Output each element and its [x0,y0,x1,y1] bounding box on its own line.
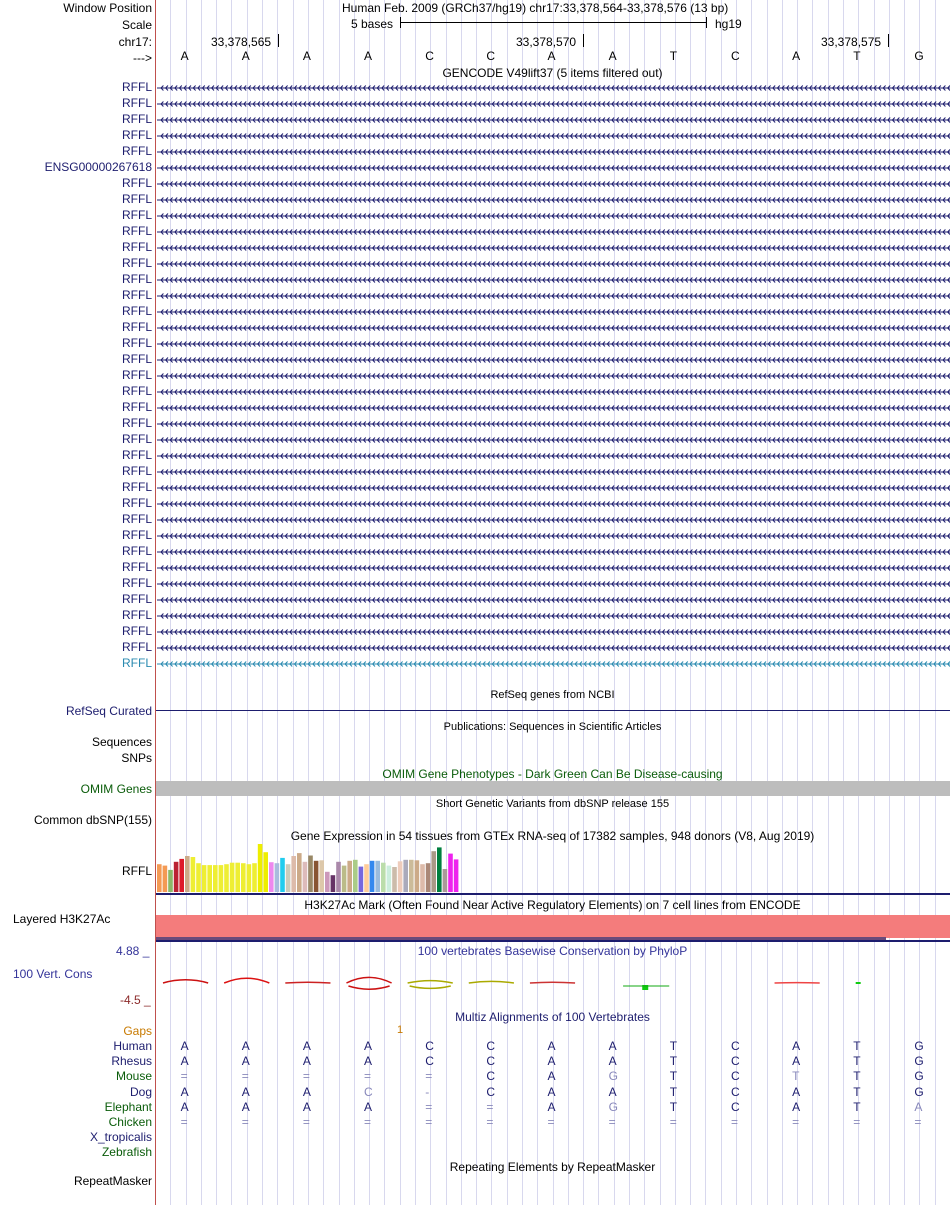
reference-base: C [730,49,740,63]
repeatmasker-label[interactable]: RepeatMasker [73,1174,152,1188]
multiz-aligned-base: = [364,1115,372,1129]
gencode-item-label[interactable]: RFFL [122,336,152,350]
phylop-score-mark [224,978,269,983]
multiz-aligned-base: A [914,1099,923,1114]
multiz-aligned-base: T [792,1069,800,1084]
multiz-aligned-base: C [730,1084,740,1099]
reference-base: A [241,49,250,63]
multiz-aligned-base: T [669,1084,678,1099]
gencode-item-label[interactable]: RFFL [122,480,152,494]
multiz-species-label[interactable]: Mouse [115,1069,152,1084]
reference-base: A [364,49,373,63]
multiz-aligned-base: = [425,1069,433,1084]
reference-base: C [486,49,496,63]
multiz-aligned-base: = [302,1069,310,1084]
position-label-1: 33,378,565 [211,35,272,49]
h3k27ac-track-title[interactable]: H3K27Ac Mark (Often Found Near Active Regulatory Elements) on 7 cell lines from ENCODE [304,898,801,912]
strand-label: ---> [133,51,152,65]
multiz-aligned-base: - [425,1084,430,1099]
gencode-item-label[interactable]: RFFL [122,352,152,366]
phylop-min-label: -4.5 _ [120,993,151,1007]
assembly-position-text: Human Feb. 2009 (GRCh37/hg19) chr17:33,378,564-33,378,576 (13 bp) [342,1,729,15]
multiz-species-label[interactable]: Elephant [104,1099,152,1114]
multiz-aligned-base: C [486,1039,496,1053]
multiz-aligned-base: A [241,1054,250,1069]
multiz-aligned-base: A [547,1069,556,1084]
multiz-aligned-base: G [914,1054,924,1069]
refseq-label[interactable]: RefSeq Curated [65,704,152,718]
gencode-item-label[interactable]: RFFL [122,496,152,510]
multiz-aligned-base: G [608,1099,618,1114]
gencode-item-label[interactable]: RFFL [122,368,152,382]
gencode-item-label[interactable]: RFFL [122,272,152,286]
multiz-aligned-base: A [792,1039,801,1053]
position-label-3: 33,378,575 [821,35,882,49]
gencode-item-label[interactable]: RFFL [122,624,152,638]
gencode-item-label[interactable]: ENSG00000267618 [44,160,152,174]
multiz-aligned-base: A [364,1054,373,1069]
gencode-item-label[interactable]: RFFL [122,384,152,398]
multiz-aligned-base: A [792,1099,801,1114]
publications-sequences-label: Sequences [91,735,152,749]
multiz-aligned-base: C [425,1039,434,1053]
gencode-item-label[interactable]: RFFL [122,640,152,654]
chrom-label: chr17: [118,35,152,49]
multiz-aligned-base: A [302,1084,311,1099]
multiz-aligned-base: T [853,1039,861,1053]
gencode-item-label[interactable]: RFFL [122,144,152,158]
multiz-aligned-base: A [547,1054,556,1069]
dbsnp-label[interactable]: Common dbSNP(155) [33,813,152,827]
gtex-label[interactable]: RFFL [122,864,152,878]
multiz-aligned-base: A [547,1039,556,1053]
gencode-item-label[interactable]: RFFL [122,400,152,414]
phylop-track-title[interactable]: 100 vertebrates Basewise Conservation by PhyloP [417,944,688,958]
multiz-aligned-base: A [608,1084,617,1099]
gencode-item-label[interactable]: RFFL [122,320,152,334]
multiz-aligned-base: = [425,1115,433,1129]
phylop-score-mark [285,982,330,983]
multiz-species-label[interactable]: Rhesus [111,1054,152,1069]
gencode-item-label[interactable]: RFFL [122,240,152,254]
gtex-track-title[interactable]: Gene Expression in 54 tissues from GTEx RNA-seq of 17382 samples, 948 donors (V8, Aug 2019) [290,829,815,843]
dbsnp-track-title[interactable]: Short Genetic Variants from dbSNP release 155 [435,798,670,810]
multiz-aligned-base: = [547,1115,555,1129]
phylop-score-mark [348,986,389,989]
gencode-track-title[interactable]: GENCODE V49lift37 (5 items filtered out) [442,66,663,80]
multiz-aligned-base: A [302,1054,311,1069]
gencode-item-label[interactable]: RFFL [122,176,152,190]
multiz-aligned-base: C [364,1084,373,1099]
phylop-score-mark [346,977,391,983]
multiz-aligned-base: T [853,1099,861,1114]
omim-track-title[interactable]: OMIM Gene Phenotypes - Dark Green Can Be Disease-causing [382,767,723,781]
reference-base: C [425,49,434,63]
phylop-score-mark [469,981,514,983]
multiz-aligned-base: C [730,1054,740,1069]
publications-snps-label: SNPs [121,751,152,765]
multiz-aligned-base: T [669,1039,678,1053]
multiz-aligned-base: T [669,1099,678,1114]
multiz-aligned-base: A [241,1039,250,1053]
gencode-item-label[interactable]: RFFL [122,512,152,526]
multiz-aligned-base: C [486,1084,496,1099]
multiz-track-title[interactable]: Multiz Alignments of 100 Vertebrates [455,1010,650,1024]
multiz-aligned-base: = [914,1115,922,1129]
omim-label[interactable]: OMIM Genes [80,782,152,796]
multiz-aligned-base: = [486,1115,494,1129]
multiz-aligned-base: A [180,1099,189,1114]
multiz-species-label[interactable]: Human [113,1039,152,1053]
gencode-item-label[interactable]: RFFL [122,608,152,622]
db-text: hg19 [715,17,742,31]
gencode-item-label[interactable]: RFFL [122,112,152,126]
gencode-item-label[interactable]: RFFL [122,448,152,462]
gencode-item-label[interactable]: RFFL [122,224,152,238]
multiz-aligned-base: C [730,1099,740,1114]
multiz-aligned-base: = [853,1115,861,1129]
multiz-aligned-base: = [669,1115,677,1129]
reference-base: G [914,49,924,63]
multiz-species-label[interactable]: Chicken [108,1115,152,1129]
multiz-aligned-base: C [730,1039,740,1053]
multiz-aligned-base: A [180,1039,189,1053]
reference-base: A [180,49,189,63]
gencode-item-label[interactable]: RFFL [122,464,152,478]
scale-label: Scale [121,18,152,32]
multiz-aligned-base: C [486,1069,496,1084]
multiz-aligned-base: C [730,1069,740,1084]
multiz-aligned-base: G [914,1084,924,1099]
multiz-aligned-base: A [547,1084,556,1099]
gencode-item-label[interactable]: RFFL [122,576,152,590]
multiz-aligned-base: = [241,1069,249,1084]
multiz-aligned-base: = [364,1069,372,1084]
phylop-max-label: 4.88 _ [116,944,150,958]
phylop-label[interactable]: 100 Vert. Cons [13,967,93,981]
publications-track-title[interactable]: Publications: Sequences in Scientific Articles [443,721,662,733]
multiz-aligned-base: A [792,1084,801,1099]
multiz-aligned-base: A [180,1054,189,1069]
multiz-aligned-base: = [180,1115,188,1129]
reference-base: T [669,49,678,63]
multiz-aligned-base: = [425,1099,433,1114]
multiz-aligned-base: = [241,1115,249,1129]
reference-base: T [853,49,861,63]
gencode-item-label[interactable]: RFFL [122,528,152,542]
multiz-aligned-base: T [669,1069,678,1084]
multiz-aligned-base: = [792,1115,800,1129]
phylop-score-mark [530,982,575,983]
reference-base: A [302,49,311,63]
multiz-aligned-base: A [608,1054,617,1069]
gencode-item-label[interactable]: RFFL [122,96,152,110]
multiz-aligned-base: A [302,1039,311,1053]
multiz-aligned-base: A [364,1039,373,1053]
multiz-aligned-base: G [914,1039,924,1053]
gencode-item-label[interactable]: RFFL [122,560,152,574]
gaps-mark: 1 [397,1024,404,1036]
gencode-item-label[interactable]: RFFL [122,80,152,94]
multiz-aligned-base: = [608,1115,616,1129]
multiz-aligned-base: T [853,1069,861,1084]
multiz-aligned-base: A [792,1054,801,1069]
gencode-item-label[interactable]: RFFL [122,288,152,302]
refseq-track-title[interactable]: RefSeq genes from NCBI [490,689,615,701]
gencode-item-label[interactable]: RFFL [122,128,152,142]
multiz-aligned-base: T [853,1084,861,1099]
gencode-item-label[interactable]: RFFL [122,416,152,430]
multiz-aligned-base: = [730,1115,738,1129]
multiz-aligned-base: = [302,1115,310,1129]
gencode-item-label[interactable]: RFFL [122,592,152,606]
repeatmasker-track-title[interactable]: Repeating Elements by RepeatMasker [449,1160,656,1174]
multiz-aligned-base: A [241,1084,250,1099]
multiz-aligned-base: = [486,1099,494,1114]
gencode-item-label[interactable]: RFFL [122,432,152,446]
multiz-species-label[interactable]: Zebrafish [101,1145,152,1160]
gencode-item-label[interactable]: RFFL [122,656,152,670]
multiz-aligned-base: C [425,1054,434,1069]
gencode-item-label[interactable]: RFFL [122,304,152,318]
multiz-species-label[interactable]: X_tropicalis [89,1130,152,1145]
gaps-label: Gaps [123,1024,152,1038]
multiz-aligned-base: T [853,1054,861,1069]
multiz-aligned-base: A [547,1099,556,1114]
multiz-aligned-base: A [180,1084,189,1099]
scale-text: 5 bases [351,17,394,31]
gencode-item-label[interactable]: RFFL [122,544,152,558]
phylop-score-mark [410,986,451,988]
multiz-aligned-base: C [486,1054,496,1069]
multiz-aligned-base: A [364,1099,373,1114]
multiz-aligned-base: A [608,1039,617,1053]
window-position-label: Window Position [63,1,152,15]
reference-base: A [547,49,556,63]
phylop-score-mark [408,981,453,983]
position-label-2: 33,378,570 [516,35,577,49]
phylop-score-mark [163,980,208,983]
multiz-species-label[interactable]: Dog [129,1084,152,1099]
reference-base: A [608,49,617,63]
gencode-item-label[interactable]: RFFL [122,192,152,206]
multiz-aligned-base: G [914,1069,924,1084]
multiz-aligned-base: A [241,1099,250,1114]
phylop-score-mark [856,982,861,984]
reference-base: A [792,49,801,63]
multiz-aligned-base: A [302,1099,311,1114]
h3k27ac-label[interactable]: Layered H3K27Ac [13,912,111,926]
gencode-item-label[interactable]: RFFL [122,208,152,222]
multiz-aligned-base: = [180,1069,188,1084]
multiz-aligned-base: G [608,1069,618,1084]
multiz-aligned-base: T [669,1054,678,1069]
gencode-item-label[interactable]: RFFL [122,256,152,270]
